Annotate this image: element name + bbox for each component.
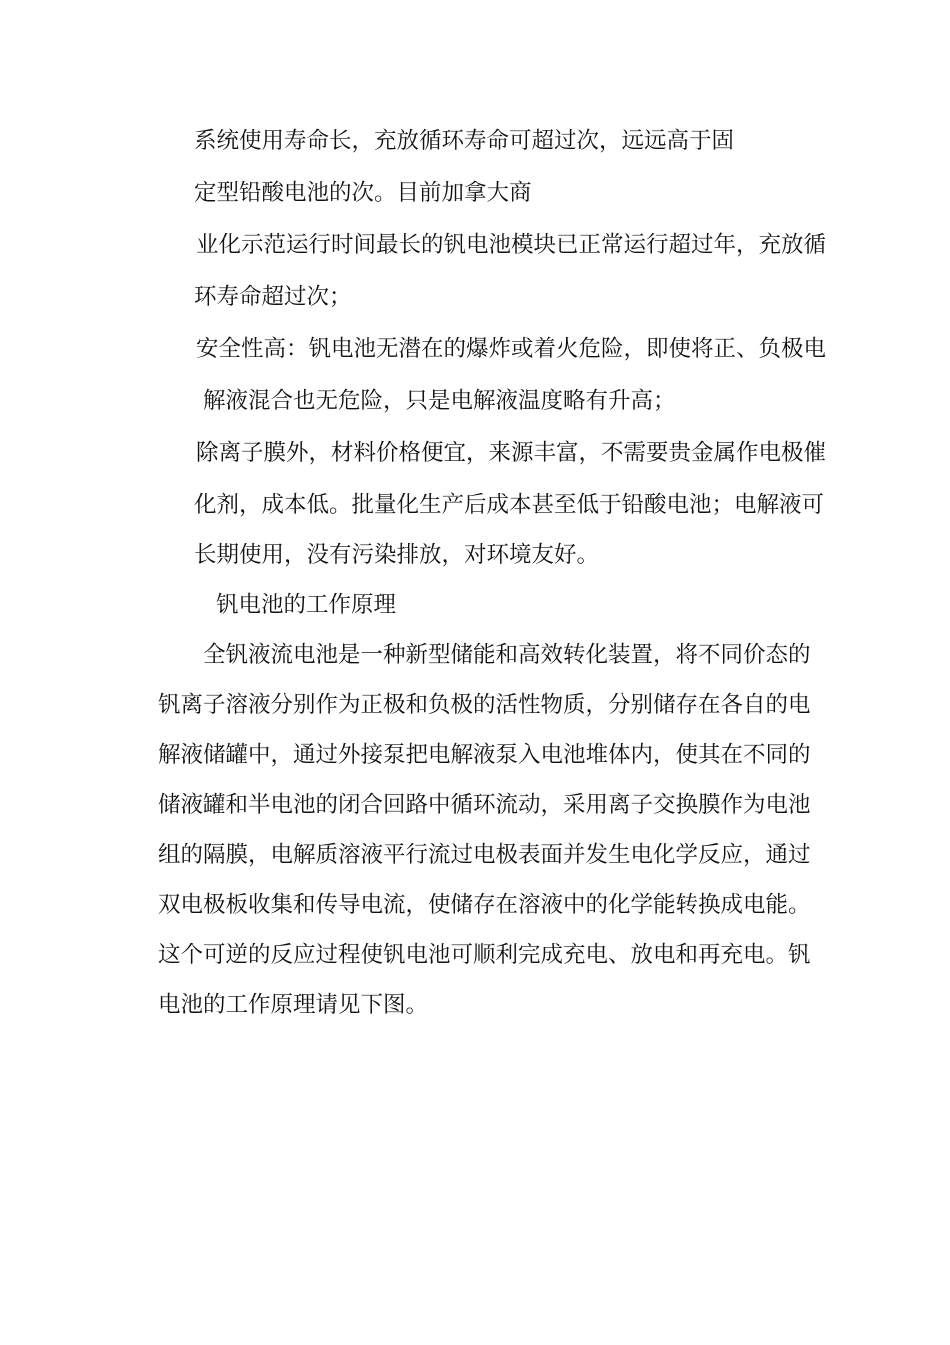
text-line-2: 定型铅酸电池的次。目前加拿大商 [194,180,532,206]
text-line-7: 除离子膜外，材料价格便宜，来源丰富，不需要贵金属作电极催 [196,440,827,466]
text-line-18: 电池的工作原理请见下图。 [158,992,429,1018]
text-line-5: 安全性高：钒电池无潜在的爆炸或着火危险，即使将正、负极电 [196,336,827,362]
text-line-1: 系统使用寿命长，充放循环寿命可超过次，远远高于固 [194,128,735,154]
text-line-12: 钒离子溶液分别作为正极和负极的活性物质，分别储存在各自的电 [158,692,811,718]
text-line-8: 化剂，成本低。批量化生产后成本甚至低于铅酸电池；电解液可 [194,492,825,518]
section-heading: 钒电池的工作原理 [216,592,397,618]
text-line-9: 长期使用，没有污染排放，对环境友好。 [194,542,600,568]
text-line-13: 解液储罐中，通过外接泵把电解液泵入电池堆体内，使其在不同的 [158,742,811,768]
text-line-11: 全钒液流电池是一种新型储能和高效转化装置，将不同价态的 [203,642,811,668]
text-line-3: 业化示范运行时间最长的钒电池模块已正常运行超过年，充放循 [196,232,827,258]
text-line-15: 组的隔膜，电解质溶液平行流过电极表面并发生电化学反应，通过 [158,842,811,868]
text-line-14: 储液罐和半电池的闭合回路中循环流动，采用离子交换膜作为电池 [158,792,811,818]
text-line-17: 这个可逆的反应过程使钒电池可顺利完成充电、放电和再充电。钒 [158,942,811,968]
text-line-4: 环寿命超过次； [194,284,352,310]
text-line-16: 双电极板收集和传导电流，使储存在溶液中的化学能转换成电能。 [158,892,811,918]
text-line-6: 解液混合也无危险，只是电解液温度略有升高； [203,388,676,414]
